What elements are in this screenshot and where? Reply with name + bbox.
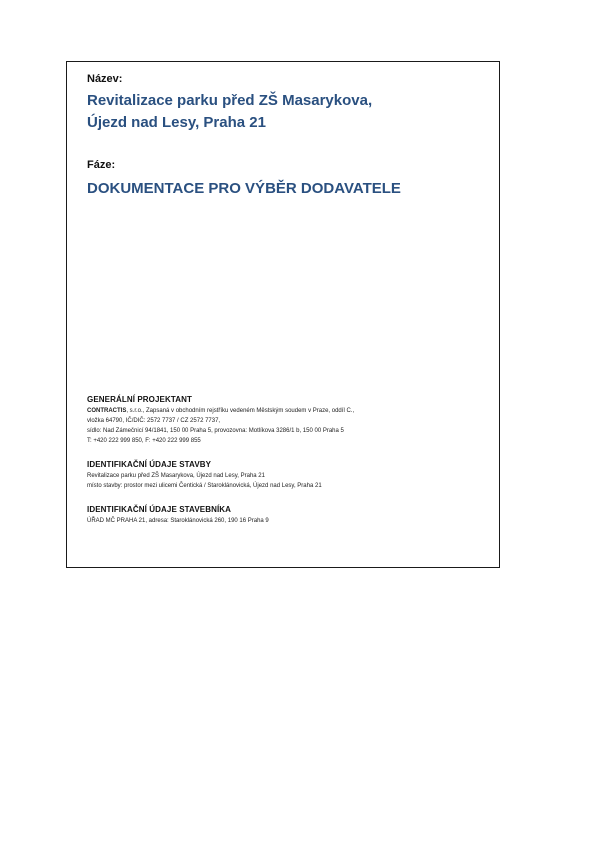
builder-info-heading: IDENTIFIKAČNÍ ÚDAJE STAVEBNÍKA — [87, 505, 232, 514]
builder-info-section — [87, 505, 487, 526]
project-name-line-2: Újezd nad Lesy, Praha 21 — [87, 114, 266, 131]
general-designer-heading: GENERÁLNÍ PROJEKTANT — [87, 395, 192, 404]
general-designer-line-2: vložka 64790, IČ/DIČ: 2572 7737 / CZ 2572 7737, — [87, 418, 221, 424]
phase-label: Fáze: — [87, 159, 116, 171]
project-name-line-1: Revitalizace parku před ZŠ Masarykova, — [87, 92, 373, 109]
general-designer-line-1 — [87, 406, 487, 416]
project-name — [87, 90, 487, 134]
company-registration: , s.r.o., Zapsaná v obchodním rejstříku vedeném Městským soudem v Praze, oddíl C., — [126, 408, 355, 414]
title-block-frame — [66, 61, 500, 568]
building-info-section — [87, 460, 487, 491]
general-designer-line-4: T: +420 222 999 850, F: +420 222 999 855 — [87, 438, 201, 444]
building-info-line-1: Revitalizace parku před ZŠ Masarykova, Újezd nad Lesy, Praha 21 — [87, 473, 265, 479]
general-designer-line-3: sídlo: Nad Zámečnicí 94/1841, 150 00 Praha 5, provozovna: Motlíkova 3286/1 b, 150 00 Praha 5 — [87, 428, 344, 434]
name-label: Název: — [87, 73, 123, 85]
project-phase: DOKUMENTACE PRO VÝBĚR DODAVATELE — [87, 180, 401, 197]
company-name: CONTRACTIS — [87, 408, 127, 414]
builder-info-line-1: ÚŘAD MČ PRAHA 21, adresa: Staroklánovická 260, 190 16 Praha 9 — [87, 518, 269, 524]
building-info-line-2: místo stavby: prostor mezi ulicemi Čentická / Staroklánovická, Újezd nad Lesy, Praha 21 — [87, 483, 322, 489]
general-designer-section — [87, 395, 487, 446]
building-info-heading: IDENTIFIKAČNÍ ÚDAJE STAVBY — [87, 460, 212, 469]
